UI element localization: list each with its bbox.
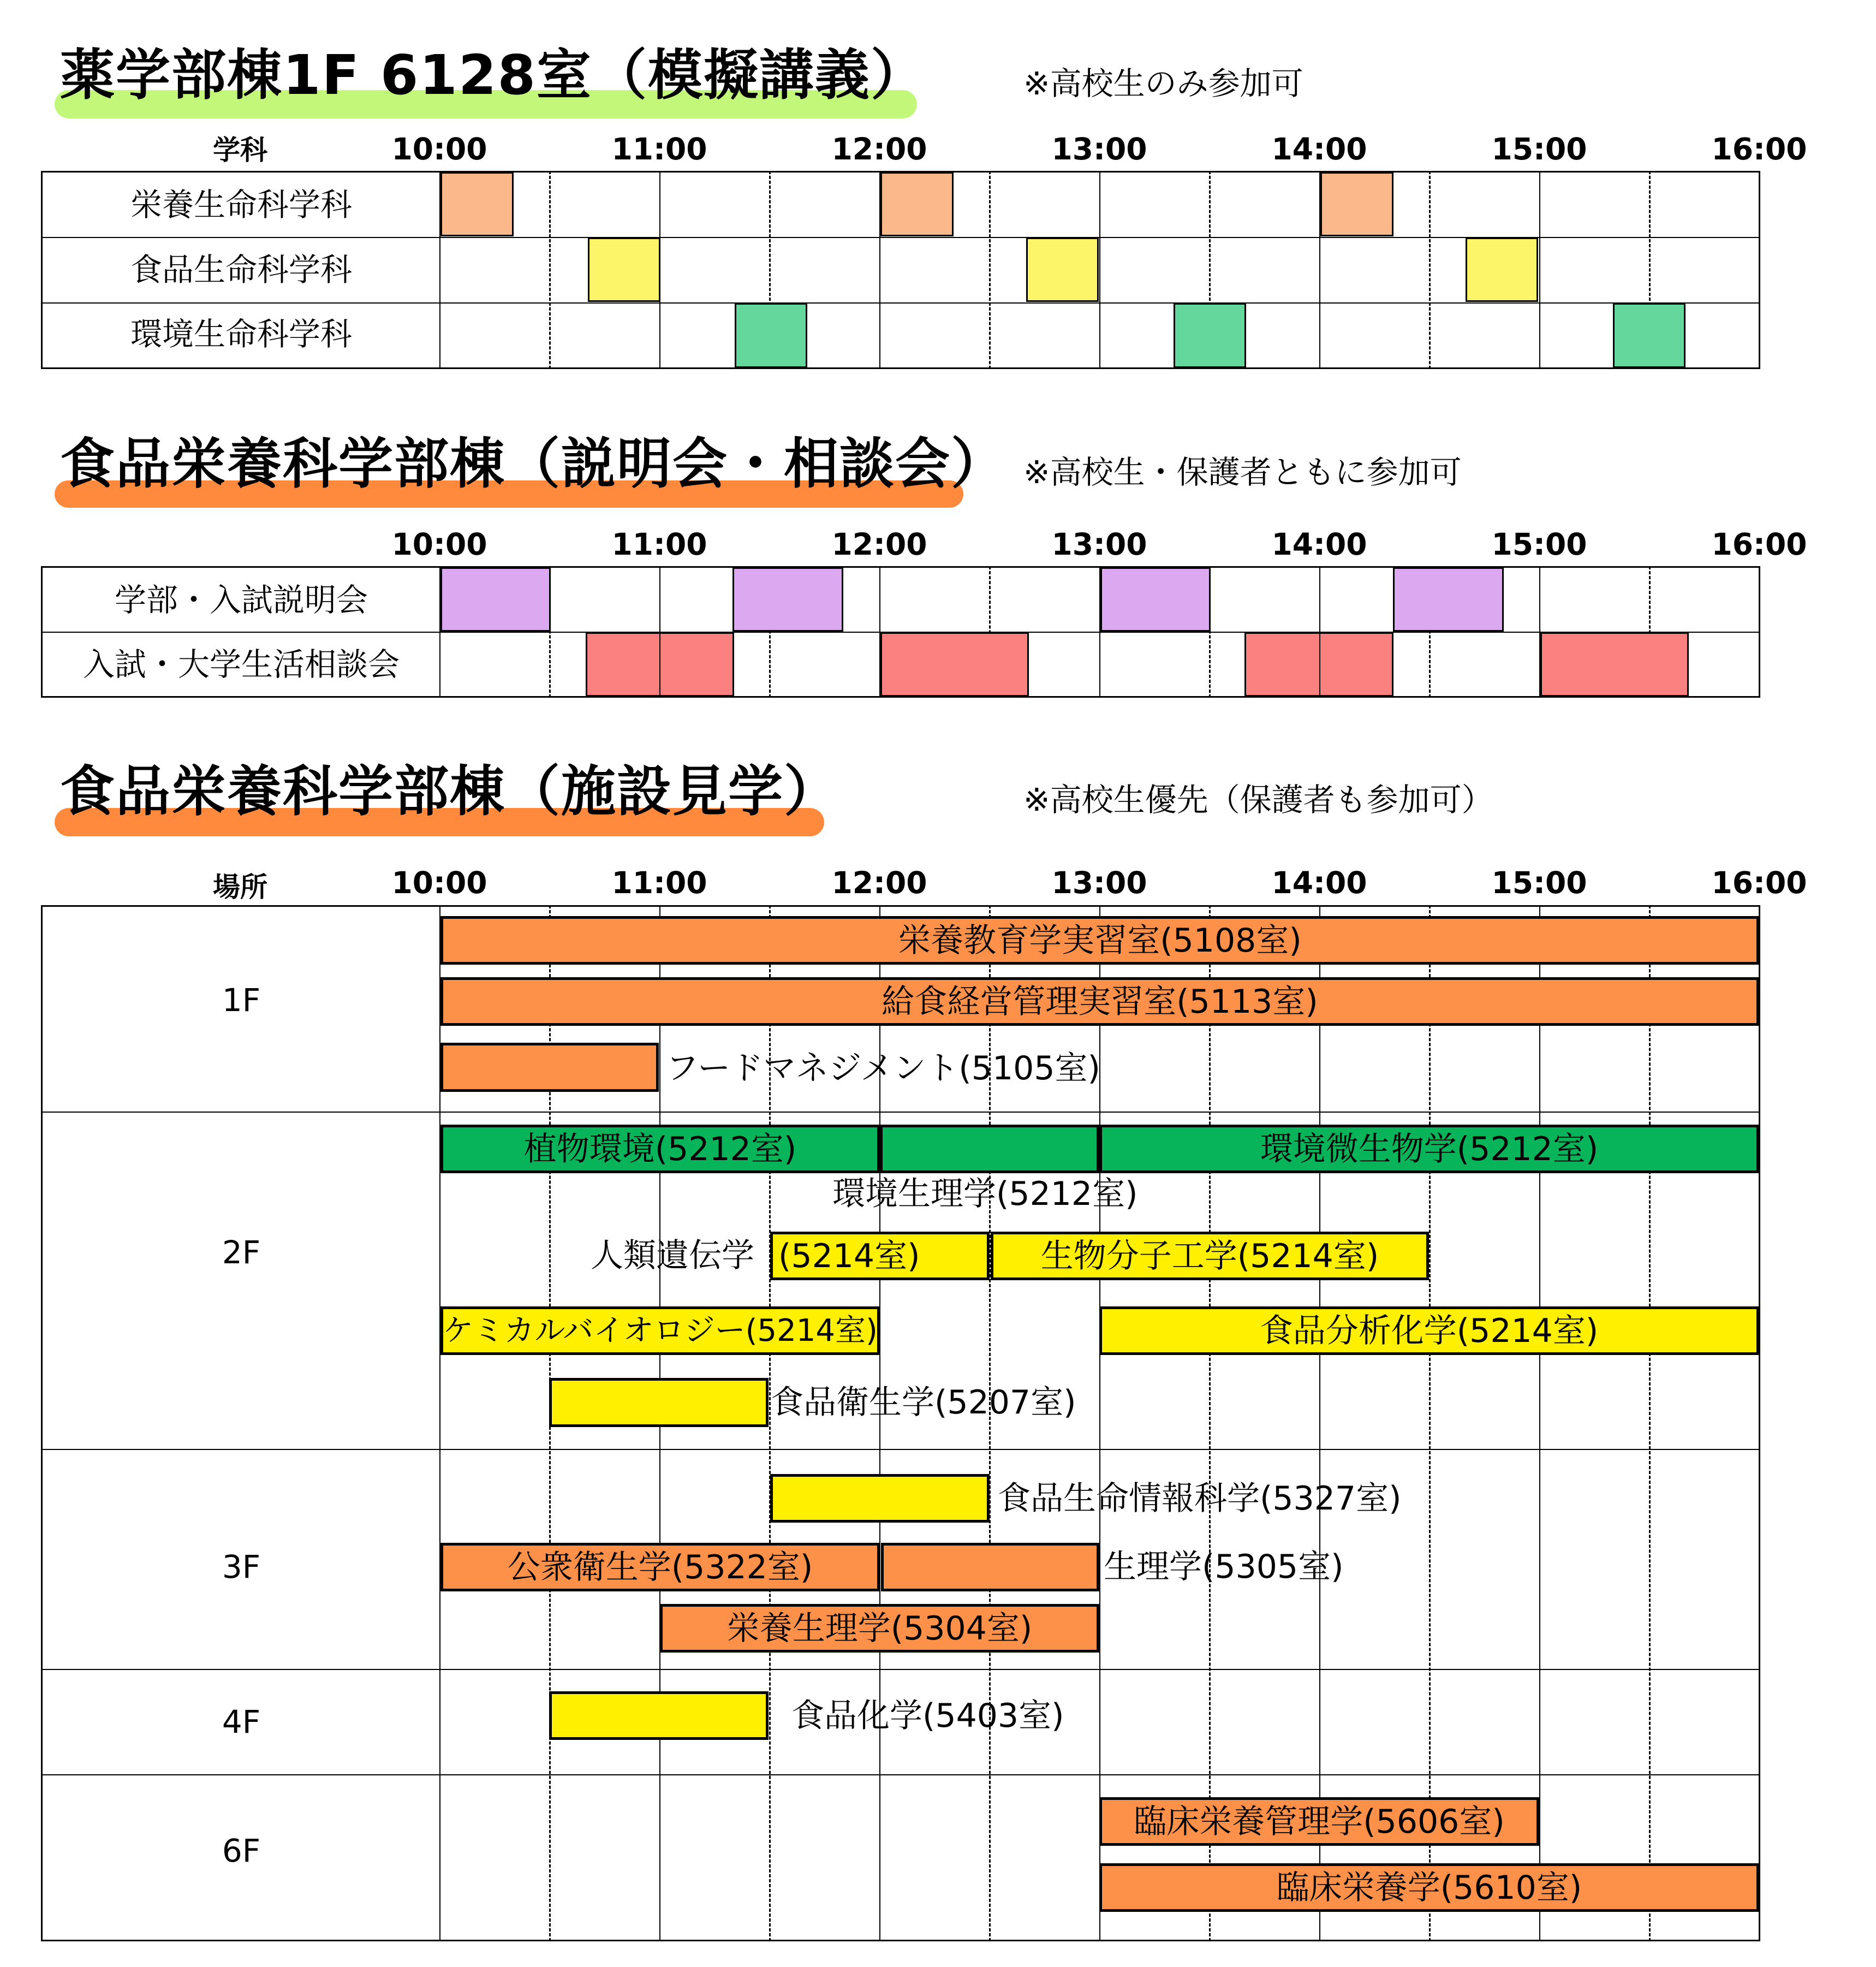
time-header: 11:00	[611, 527, 707, 562]
time-header: 12:00	[831, 865, 927, 900]
session-label: (5214室)	[778, 1237, 920, 1275]
schedule-slot[interactable]	[1320, 172, 1393, 236]
half-hour-line	[1649, 905, 1651, 1941]
session-bar[interactable]	[1099, 1306, 1759, 1355]
session-label: 生理学(5305室)	[1104, 1548, 1344, 1586]
floor-label: 6F	[222, 1832, 261, 1869]
schedule-slot[interactable]	[440, 172, 514, 236]
session-label: ケミカルバイオロジー(5214室)	[443, 1312, 878, 1348]
time-header: 14:00	[1271, 865, 1367, 900]
session-label: 環境生理学(5212室)	[832, 1175, 1138, 1213]
session-bar[interactable]	[440, 977, 1759, 1026]
session-bar[interactable]	[440, 916, 1759, 965]
session-bar[interactable]	[991, 1232, 1429, 1280]
time-header: 16:00	[1711, 132, 1807, 167]
schedule-slot[interactable]	[1393, 567, 1504, 632]
time-header: 11:00	[611, 865, 707, 900]
session-bar[interactable]	[440, 1043, 659, 1092]
time-header: 16:00	[1711, 865, 1807, 900]
session-label: 食品衛生学(5207室)	[771, 1383, 1076, 1422]
schedule-slot[interactable]	[440, 567, 551, 632]
floor-divider	[41, 1774, 1760, 1775]
row-label: 栄養生命科学科	[130, 186, 353, 223]
schedule-slot[interactable]	[880, 632, 1029, 697]
section3-note: ※高校生優先（保護者も参加可）	[1023, 781, 1493, 818]
hour-line	[659, 632, 660, 697]
schedule-slot[interactable]	[1100, 567, 1211, 632]
floor-divider	[41, 1449, 1760, 1450]
session-label: 公衆衛生学(5322室)	[507, 1548, 813, 1586]
section3-title: 食品栄養科学部棟（施設見学）	[60, 759, 839, 823]
row-label: 食品生命科学科	[130, 251, 353, 288]
floor-label: 2F	[222, 1234, 261, 1271]
column-header-location: 場所	[213, 871, 267, 903]
schedule-slot[interactable]	[732, 567, 843, 632]
session-bar[interactable]	[440, 1125, 880, 1173]
session-label: 食品化学(5403室)	[791, 1697, 1064, 1735]
row-label: 環境生命科学科	[130, 316, 353, 353]
half-hour-line	[1209, 905, 1211, 1941]
session-bar[interactable]	[440, 1543, 880, 1591]
time-header: 13:00	[1051, 865, 1147, 900]
schedule-slot[interactable]	[735, 303, 807, 368]
time-header: 12:00	[831, 527, 927, 562]
row-label: 入試・大学生活相談会	[82, 646, 400, 683]
time-header: 13:00	[1051, 527, 1147, 562]
session-label: 人類遺伝学	[591, 1237, 754, 1275]
time-header: 14:00	[1271, 527, 1367, 562]
session-bar[interactable]	[880, 1125, 1099, 1173]
session-bar[interactable]	[1099, 1863, 1759, 1912]
section2-note: ※高校生・保護者ともに参加可	[1023, 454, 1462, 491]
session-label: 植物環境(5212室)	[523, 1130, 797, 1168]
hour-line	[1539, 171, 1540, 369]
session-label: 給食経営管理実習室(5113室)	[882, 982, 1318, 1021]
session-label: 食品分析化学(5214室)	[1260, 1311, 1599, 1350]
floor-divider	[41, 1669, 1760, 1670]
hour-line	[1099, 171, 1100, 369]
time-header: 13:00	[1051, 132, 1147, 167]
half-hour-line	[549, 171, 551, 369]
session-label: 臨床栄養管理学(5606室)	[1134, 1802, 1505, 1841]
hour-line	[1539, 905, 1540, 1941]
time-header: 10:00	[391, 132, 487, 167]
floor-label: 1F	[222, 982, 261, 1019]
schedule-slot[interactable]	[1026, 237, 1099, 302]
schedule-slot[interactable]	[588, 237, 660, 302]
half-hour-line	[989, 171, 991, 369]
section1-title: 薬学部棟1F 6128室（模擬講義）	[60, 43, 927, 107]
half-hour-line	[1429, 171, 1431, 369]
time-header: 10:00	[391, 865, 487, 900]
section1-note: ※高校生のみ参加可	[1023, 65, 1303, 102]
session-bar[interactable]	[1099, 1125, 1759, 1173]
row-label: 学部・入試説明会	[114, 581, 368, 619]
hour-line	[1319, 632, 1320, 697]
floor-label: 3F	[222, 1548, 261, 1585]
time-header: 11:00	[611, 132, 707, 167]
session-label: 環境微生物学(5212室)	[1260, 1130, 1599, 1168]
session-label: 栄養生理学(5304室)	[726, 1609, 1033, 1648]
session-bar[interactable]	[881, 1543, 1099, 1591]
session-bar[interactable]	[549, 1378, 769, 1427]
time-header: 14:00	[1271, 132, 1367, 167]
time-header: 10:00	[391, 527, 487, 562]
schedule-slot[interactable]	[1540, 632, 1689, 697]
floor-label: 4F	[222, 1703, 261, 1740]
time-header: 15:00	[1491, 132, 1587, 167]
schedule-slot[interactable]	[1613, 303, 1686, 368]
section2-title: 食品栄養科学部棟（説明会・相談会）	[60, 432, 1007, 496]
time-header: 12:00	[831, 132, 927, 167]
session-bar[interactable]	[440, 1306, 880, 1355]
time-header: 16:00	[1711, 527, 1807, 562]
session-label: 生物分子工学(5214室)	[1040, 1237, 1379, 1275]
schedule-slot[interactable]	[1174, 303, 1246, 368]
time-header: 15:00	[1491, 865, 1587, 900]
schedule-slot[interactable]	[880, 172, 954, 236]
session-label: フードマネジメント(5105室)	[666, 1049, 1100, 1088]
hour-line	[1319, 905, 1320, 1941]
session-bar[interactable]	[770, 1474, 990, 1523]
time-header: 15:00	[1491, 527, 1587, 562]
session-label: 栄養教育学実習室(5108室)	[898, 921, 1302, 960]
session-bar[interactable]	[770, 1232, 990, 1280]
session-label: 食品生命情報科学(5327室)	[998, 1479, 1402, 1518]
schedule-slot[interactable]	[1466, 237, 1538, 302]
row-divider	[41, 302, 1760, 304]
session-bar[interactable]	[1099, 1797, 1539, 1846]
session-label: 臨床栄養学(5610室)	[1276, 1868, 1582, 1907]
floor-divider	[41, 1112, 1760, 1113]
column-header-department: 学科	[213, 134, 267, 166]
session-bar[interactable]	[660, 1604, 1099, 1653]
half-hour-line	[1429, 905, 1431, 1941]
session-bar[interactable]	[549, 1691, 769, 1740]
